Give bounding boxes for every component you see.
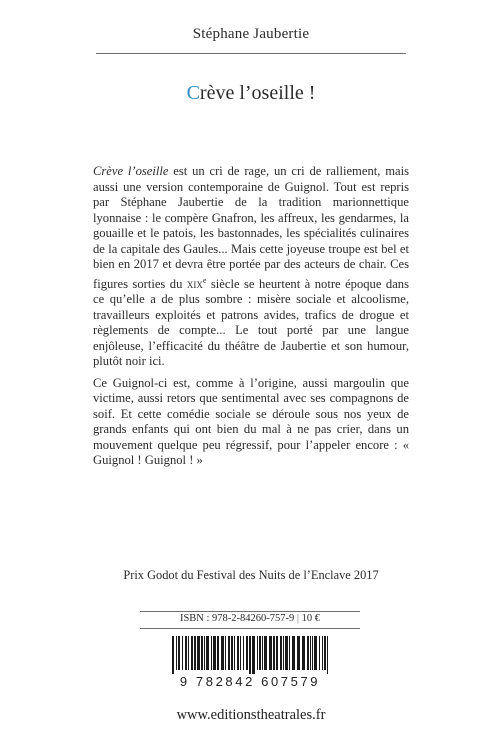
barcode-bar [297, 636, 300, 670]
barcode-bar [194, 636, 196, 670]
barcode-bar [307, 636, 309, 670]
century-suffix: e [202, 275, 207, 285]
isbn-text: ISBN : 978-2-84260-757-9 [179, 613, 295, 624]
barcode-bar [185, 636, 187, 670]
barcode-bar [191, 636, 193, 670]
price-text: 10 € [301, 613, 321, 624]
title-rest: rève l’oseille ! [199, 82, 316, 104]
isbn-top-rule [140, 611, 360, 612]
barcode-bar [269, 636, 272, 670]
barcode-bar [324, 636, 326, 670]
isbn-bottom-rule [140, 628, 360, 629]
blurb-p1-part-b: siècle se heurtent à notre époque dans ce qu’elle a de plus sombre : misère sociale et alcoolisme, travailleurs exploités et patrons avides, trafics de drogue et règlements de compte... Le tout porté par une langue enjôleuse, l’efficacité du théâtre de Jaubertie et son humour, plutôt noir ici. [93, 276, 409, 369]
barcode-bar [280, 636, 282, 670]
barcode-bar [201, 636, 203, 670]
barcode-bar [211, 636, 212, 670]
barcode-bar [176, 636, 177, 670]
barcode-bar [302, 636, 305, 670]
barcode-bar [188, 636, 189, 670]
barcode-bar [310, 636, 311, 670]
publisher-website: www.editionstheatrales.fr [176, 707, 326, 723]
barcode-bar [319, 636, 320, 670]
isbn-separator: | [296, 613, 300, 624]
barcode-bar [172, 636, 174, 674]
barcode-bar [217, 636, 219, 670]
book-title [0, 82, 502, 105]
blurb-paragraph-1 [93, 164, 409, 370]
barcode-bar [264, 636, 267, 670]
barcode-bar [283, 636, 284, 670]
barcode-bar [292, 636, 295, 670]
blurb-title-italic: Crève l’oseille [93, 164, 169, 178]
barcode-bar [262, 636, 263, 670]
barcode-bar [206, 636, 209, 670]
barcode-bar [228, 636, 230, 670]
barcode-bar [234, 636, 235, 670]
title-accent-letter: C [186, 82, 200, 104]
blurb-p1-part-a: est un cri de rage, un cri de ralliement, mais aussi une version contemporaine de Guignol. Tout est repris par Stéphane Jaubertie de la tradition marionnettique lyonnaise : le compère Gnafron, les affreux, les gendarmes, la gouaille et le patois, les bastonnades, les spécialités culinaires de la capitale des Gaules... Mais cette joyeuse troupe est bel et bien en 2017 et devra être portée par des acteurs de chair. Ces figures sorties du [93, 164, 409, 291]
century-numeral: xix [186, 276, 203, 291]
barcode-bar [197, 636, 200, 670]
barcode-bar [257, 636, 258, 670]
barcode-bar [182, 636, 183, 670]
barcode-bar [225, 636, 226, 670]
blurb-text [93, 164, 409, 475]
barcode-bar [178, 636, 180, 670]
barcode-number: 9 782842 607579 [179, 674, 321, 689]
barcode-bar [243, 636, 244, 670]
top-divider [96, 53, 406, 54]
barcode-bar [322, 636, 323, 670]
barcode-bar [259, 636, 261, 670]
barcode-bar [273, 636, 275, 670]
barcode-bar [246, 636, 248, 670]
barcode-bar [312, 636, 313, 670]
barcode-bar [252, 636, 255, 674]
barcode-bar [221, 636, 224, 670]
barcode-bar [285, 636, 288, 670]
barcode-bar [237, 636, 239, 670]
barcode-bar [327, 636, 328, 674]
author-name: Stéphane Jaubertie [192, 26, 310, 42]
blurb-paragraph-2: Ce Guignol-ci est, comme à l’origine, aussi margoulin que victime, aussi retors que sentimental avec ses compagnons de soif. Et cette comédie sociale se déroule sous nos yeux de grands enfants qui ont bien du mal à ne pas crier, dans un mouvement quelque peu régressif, pour l’appeler encore : « Guignol ! Guignol ! » [93, 375, 409, 468]
barcode-bars [166, 636, 336, 674]
barcode-bar [249, 636, 251, 674]
barcode-bar [213, 636, 216, 670]
isbn-price-line [140, 613, 360, 624]
barcode-bar [231, 636, 233, 670]
barcode-bar [276, 636, 278, 670]
barcode-bar [240, 636, 241, 670]
barcode-bar [289, 636, 290, 670]
prize-mention: Prix Godot du Festival des Nuits de l’Enclave 2017 [123, 568, 379, 582]
barcode-bar [204, 636, 205, 670]
barcode-bar [314, 636, 317, 670]
